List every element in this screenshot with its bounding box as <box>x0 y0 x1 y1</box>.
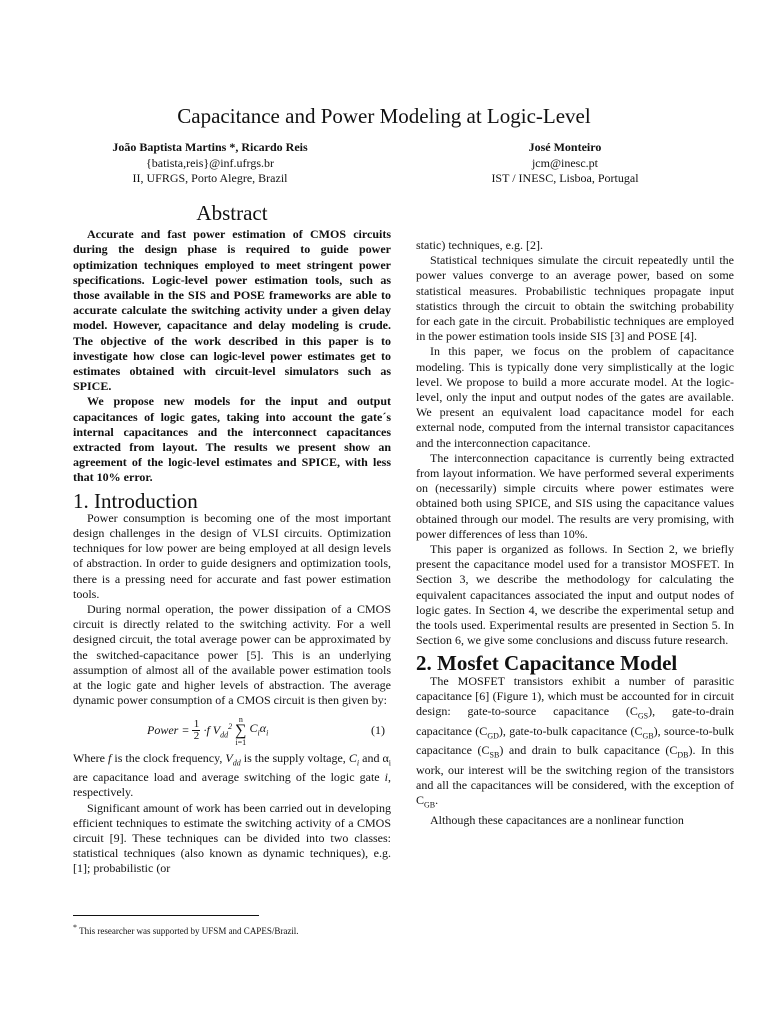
body-paragraph: static) techniques, e.g. [2]. <box>416 238 543 252</box>
equation-expression: Power = $\frac{1}{2}$ ·f $V_{dd}^2$ n ∑ i=1 $C_i\alpha_i$ <box>147 714 269 747</box>
author-email: {batista,reis}@inf.ufrgs.br <box>146 155 274 170</box>
equation-lhs: Power = <box>147 722 190 737</box>
equation-1 <box>73 715 391 747</box>
body-paragraph: Statistical techniques simulate the circuit repeatedly until the power values converge to an average power, based on some statistical measures. Probabilistic techniques propagate input statistics through the circuit to obtain the switching probability for each gate in the circuit. Probabilistic techniques are employed in the power estimation tools inside SIS [3] and POSE [4]. <box>416 253 734 344</box>
abstract-paragraph: We propose new models for the input and output capacitances of logic gates, taking into account the gate´s internal capacitances and the interconnect capacitances extracted from layout. The results we present show an agreement of the logic-level estimates and SPICE, with less that 10% error. <box>73 394 391 485</box>
right-column <box>416 238 734 828</box>
section-heading: 2. Mosfet Capacitance Model <box>416 651 678 676</box>
body-paragraph: The interconnection capacitance is currently being extracted from layout information. We have performed several experiments on (necessarily) simple circuits where power estimates were obtained both using SPICE, and SIS using the capacitance values obtained through our model. The results are very promising, with power differences of less than 10%. <box>416 450 734 541</box>
author-affiliation: IST / INESC, Lisboa, Portugal <box>491 171 639 185</box>
body-paragraph: This paper is organized as follows. In Section 2, we briefly present the capacitance model used for a transistor MOSFET. In Section 3, we describe the methodology for calculating the equivalent capacitances associated the input and output nodes of logic gates. In Section 4, we describe the experimental setup and the tools used. Experimental results are presented in Section 5. In Section 6, we give some conclusions and discuss future research. <box>416 542 734 648</box>
body-paragraph: Power consumption is becoming one of the most important design challenges in the design of VLSI circuits. Optimization techniques for low power are being employed at all design levels of abstraction. In order to guide designers and optimization tools, there is a pressing need for accurate and fast power estimation tools. <box>73 510 391 601</box>
left-column <box>73 201 392 877</box>
author-affiliation: II, UFRGS, Porto Alegre, Brazil <box>132 171 288 185</box>
equation-number: (1) <box>371 722 385 737</box>
footnote-mark: * <box>73 923 77 932</box>
body-paragraph: Where f is the clock frequency, $V_{dd}$ is the supply voltage, $C_i$ and $\alpha_i$ are capacitance load and average switching of the logic gate i, respectively. <box>73 750 392 800</box>
footnote-rule <box>73 915 259 916</box>
author-names: João Baptista Martins *, Ricardo Reis <box>112 140 308 154</box>
body-paragraph: Although these capacitances are a nonlinear function <box>430 812 684 827</box>
author-names: José Monteiro <box>528 140 602 154</box>
author-email: jcm@inesc.pt <box>531 155 599 170</box>
author-block-left <box>60 140 360 187</box>
body-paragraph: Significant amount of work has been carried out in developing efficient techniques to estimate the switching activity of a CMOS circuit [9]. These techniques can be divided into two classes: statistical techniques (also known as dynamic techniques), e.g. [1]; probabilistic (or <box>73 800 391 876</box>
footnote-text: This researcher was supported by UFSM and CAPES/Brazil. <box>79 926 299 936</box>
abstract-heading: Abstract <box>196 201 268 225</box>
paper-title: Capacitance and Power Modeling at Logic-Level <box>177 104 591 128</box>
body-paragraph: The MOSFET transistors exhibit a number of parasitic capacitance [6] (Figure 1), which must be accounted for in circuit design: gate-to-source capacitance $(C_{GS})$, gate-to-drain capacitance $(C_{GD})$, gate-to-bulk capacitance $(C_{GB})$, source-to-bulk capacitance $(C_{SB})$ and drain to bulk capacitance $(C_{DB})$. In this work, our interest will be the switching region of the transistors and all the capacitances will be considered, with the exception of $C_{GB}$. <box>416 673 735 810</box>
body-paragraph: In this paper, we focus on the problem of capacitance modeling. This is typically done very simplistically at the logic level. We propose to build a more accurate model. At the logic-level, only the input and output nodes of the gates are available. We present an equivalent load capacitance model for each external node, computed from the internal transistor capacitances and the interconnection capacitance. <box>416 344 734 450</box>
author-block-right <box>410 140 720 187</box>
footnote <box>73 923 299 936</box>
body-paragraph: During normal operation, the power dissipation of a CMOS circuit is directly related to the switching activity. For a well designed circuit, the total average power can be approximated by the switched-capacitance power [5]. This is an underlying assumption of almost all of the available power estimation tools at the logic gate and higher levels of abstraction. The average dynamic power consumption of a CMOS circuit is then given by: <box>73 602 391 708</box>
abstract-paragraph: Accurate and fast power estimation of CMOS circuits during the design phase is required to guide power optimization techniques employed to meet stringent power specifications. Logic-level power estimation tools, such as those available in the SIS and POSE frameworks are able to accurate calculate the switching activity under a given delay model. However, capacitance and delay modeling is crude. The objective of the work described in this paper is to investigate how close can logic-level power estimates get to estimates obtained with circuit-level simulators such as SPICE. <box>73 227 391 394</box>
section-heading: 1. Introduction <box>73 488 198 513</box>
